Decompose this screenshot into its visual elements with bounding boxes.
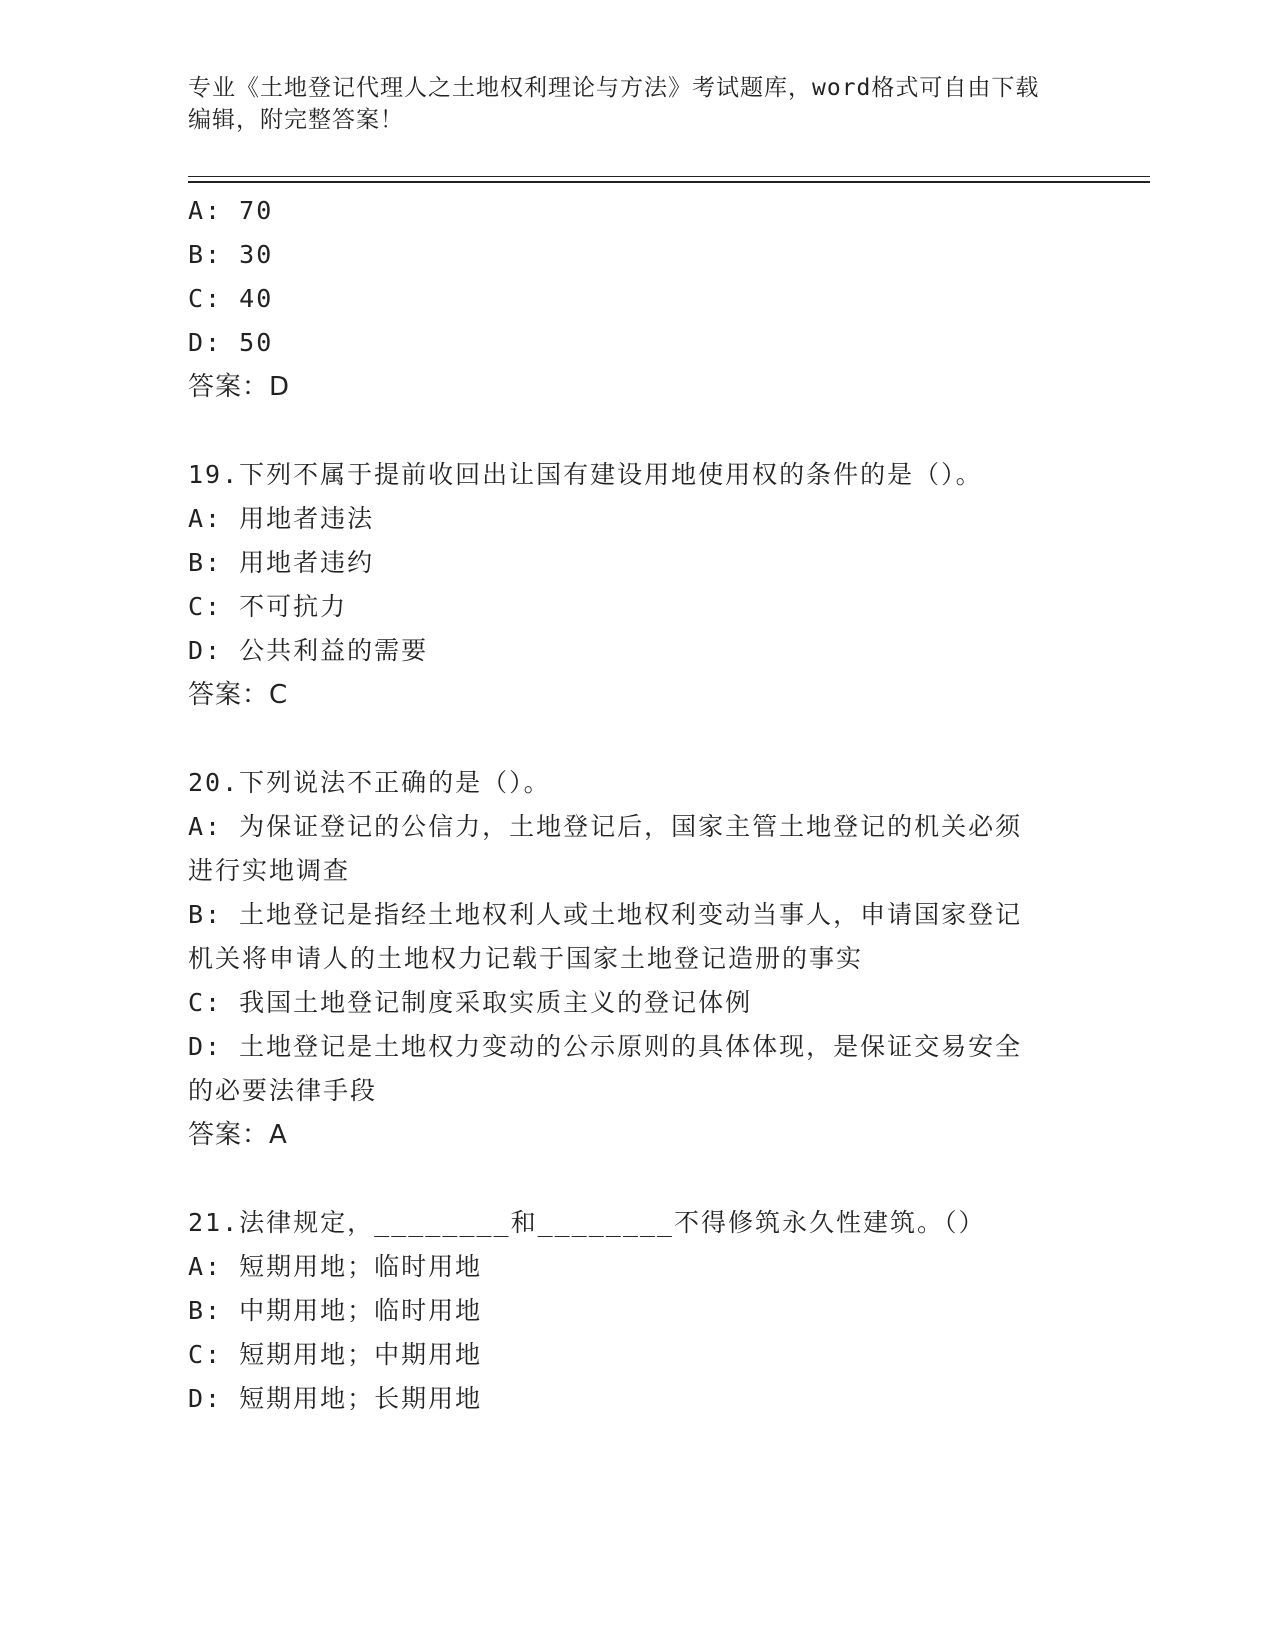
q19-option-b: B: 用地者违约 [188, 548, 375, 577]
q21-option-c: C: 短期用地；中期用地 [188, 1340, 483, 1369]
header-line-2: 编辑，附完整答案！ [188, 107, 404, 133]
q20-option-b-line1: B: 土地登记是指经土地权利人或土地权利变动当事人，申请国家登记 [188, 900, 1023, 929]
header-line-1: 专业《土地登记代理人之土地权利理论与方法》考试题库，word格式可自由下载 [188, 75, 1040, 101]
q20-stem: 20.下列说法不正确的是（）。 [188, 768, 551, 797]
q20-option-a-line2: 进行实地调查 [188, 856, 351, 885]
q20-option-b-line2: 机关将申请人的土地权力记载于国家土地登记造册的事实 [188, 944, 864, 973]
q19-option-a: A: 用地者违法 [188, 504, 375, 533]
q21-stem: 21.法律规定，________和________不得修筑永久性建筑。（） [188, 1208, 986, 1237]
q20-option-d-line1: D: 土地登记是土地权力变动的公示原则的具体体现，是保证交易安全 [188, 1032, 1023, 1061]
q19-answer: 答案：C [188, 680, 289, 710]
q18-option-b: B: 30 [188, 240, 274, 269]
header-divider-thick [188, 181, 1150, 183]
q20-option-a-line1: A: 为保证登记的公信力，土地登记后，国家主管土地登记的机关必须 [188, 812, 1023, 841]
q19-option-d: D: 公共利益的需要 [188, 636, 429, 665]
q19-option-c: C: 不可抗力 [188, 592, 348, 621]
q20-option-d-line2: 的必要法律手段 [188, 1076, 378, 1105]
q21-option-d: D: 短期用地；长期用地 [188, 1384, 483, 1413]
document-header [188, 72, 1068, 136]
q18-option-d: D: 50 [188, 328, 274, 357]
q21-option-b: B: 中期用地；临时用地 [188, 1296, 483, 1325]
q19-stem: 19.下列不属于提前收回出让国有建设用地使用权的条件的是（）。 [188, 460, 983, 489]
q20-option-c: C: 我国土地登记制度采取实质主义的登记体例 [188, 988, 753, 1017]
q20-answer: 答案：A [188, 1120, 288, 1150]
q18-option-c: C: 40 [188, 284, 274, 313]
header-divider-thin [188, 176, 1150, 177]
q18-answer: 答案：D [188, 372, 291, 402]
q21-option-a: A: 短期用地；临时用地 [188, 1252, 483, 1281]
q18-option-a: A: 70 [188, 196, 274, 225]
